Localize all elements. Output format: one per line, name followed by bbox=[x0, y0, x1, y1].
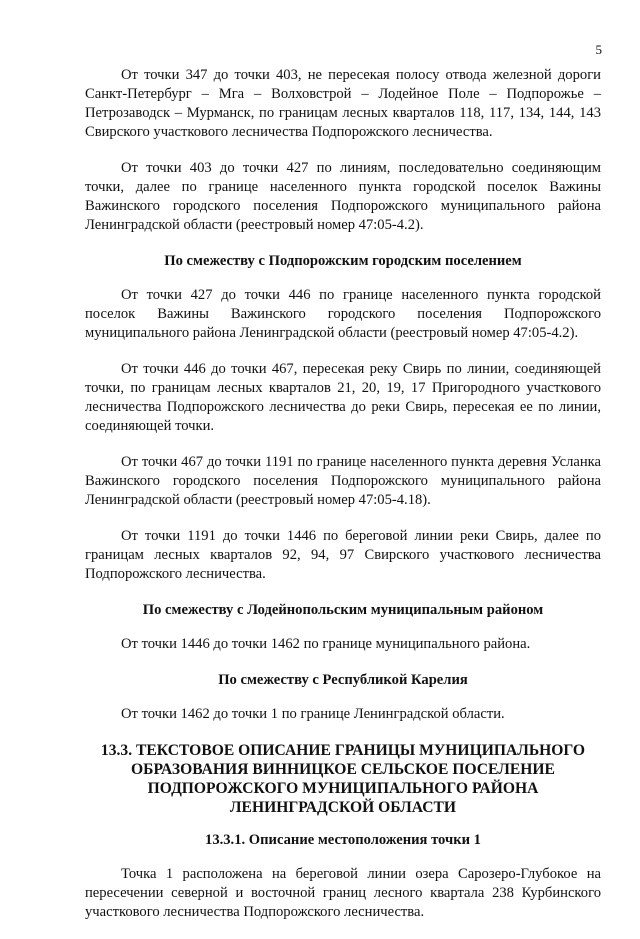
section-heading: По смежеству с Лодейнопольским муниципальным районом bbox=[142, 602, 544, 618]
paragraph: Точка 1 расположена на береговой линии озера Сарозеро-Глубокое на пересечении северной и восточной границ лесного квартала 238 Курбинского участкового лесничества Подпорожского лесничества. bbox=[85, 866, 601, 920]
document-body bbox=[85, 66, 601, 939]
paragraph: От точки 467 до точки 1191 по границе населенного пункта деревня Усланка Важинского городского поселения Подпорожского муниципального района Ленинградской области (реестровый номер 47:05-4.18). bbox=[85, 454, 601, 508]
paragraph: От точки 403 до точки 427 по линиям, последовательно соединяющим точки, далее по границе населенного пункта городской поселок Важины Важинского городского поселения Подпорожского муниципального района Ленинградской области (реестровый номер 47:05-4.2). bbox=[85, 160, 601, 233]
subsection-heading: 13.3.1. Описание местоположения точки 1 bbox=[205, 832, 481, 848]
paragraph: От точки 347 до точки 403, не пересекая полосу отвода железной дороги Санкт-Петербург – Мга – Волховстрой – Лодейное Поле – Подпорожье – Петрозаводск – Мурманск, по границам лесных кварталов 118, 117, 134, 144, 143 Свирского участкового лесничества Подпорожского лесничества. bbox=[85, 67, 601, 140]
paragraph: От точки 1446 до точки 1462 по границе муниципального района. bbox=[121, 636, 531, 652]
paragraph: От точки 1191 до точки 1446 по береговой линии реки Свирь, далее по границам лесных кварталов 92, 94, 97 Свирского участкового лесничества Подпорожского лесничества. bbox=[85, 528, 601, 582]
paragraph: От точки 446 до точки 467, пересекая реку Свирь по линии, соединяющей точки, по границам лесных кварталов 21, 20, 19, 17 Пригородного участкового лесничества Подпорожского лесничества до реки Свирь, пересекая ее по линии, соединяющей точки. bbox=[85, 361, 601, 434]
section-heading: По смежеству с Республикой Карелия bbox=[218, 672, 468, 688]
page-number: 5 bbox=[595, 42, 602, 57]
paragraph: От точки 1462 до точки 1 по границе Ленинградской области. bbox=[121, 706, 505, 722]
chapter-heading: 13.3. ТЕКСТОВОЕ ОПИСАНИЕ ГРАНИЦЫ МУНИЦИПАЛЬНОГО ОБРАЗОВАНИЯ ВИННИЦКОЕ СЕЛЬСКОЕ ПОСЕЛЕНИЕ ПОДПОРОЖСКОГО МУНИЦИПАЛЬНОГО РАЙОНА ЛЕНИНГРАДСКОЙ ОБЛАСТИ bbox=[100, 742, 586, 816]
paragraph: От точки 427 до точки 446 по границе населенного пункта городской поселок Важины Важинского городского поселения Подпорожского муниципального района Ленинградской области (реестровый номер 47:05-4.2). bbox=[85, 287, 601, 341]
section-heading: По смежеству с Подпорожским городским поселением bbox=[164, 253, 522, 269]
